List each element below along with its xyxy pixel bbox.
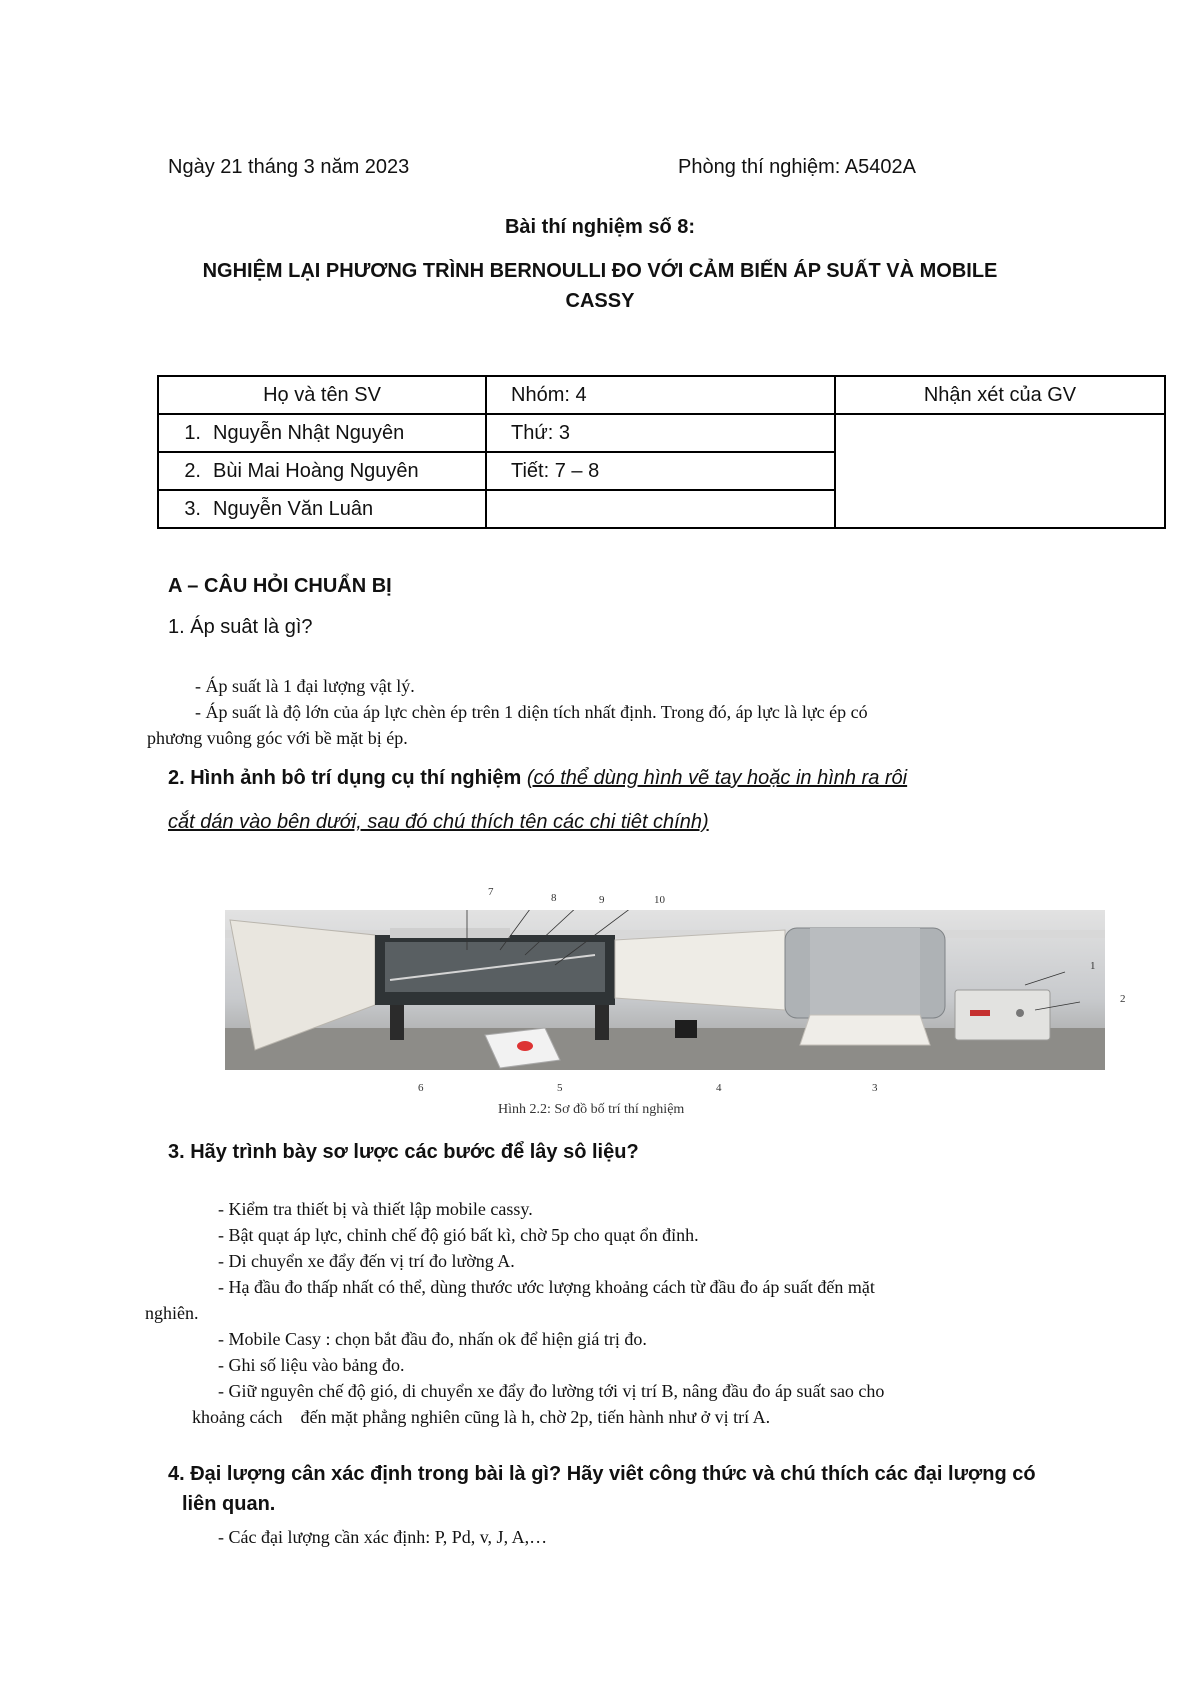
answer-3-line1: - Kiểm tra thiết bị và thiết lập mobile cassy. [218, 1199, 533, 1219]
answer-3-line3: - Di chuyển xe đẩy đến vị trí đo lường A. [218, 1251, 515, 1271]
student-info-table [157, 375, 1166, 529]
figure-caption: Hình 2.2: Sơ đồ bố trí thí nghiệm [498, 1102, 685, 1117]
callout-3: 3 [872, 1082, 878, 1094]
question-4-title-line2: liên quan. [182, 1493, 276, 1515]
student-column-header: Họ và tên SV [158, 376, 486, 414]
student-1-cell [158, 414, 486, 452]
question-2-note-line1: (có thể dùng hình vẽ tay hoặc in hình ra rôi [526, 767, 908, 789]
callout-5: 5 [557, 1082, 563, 1094]
answer-3-line6: - Mobile Casy : chọn bắt đầu đo, nhấn ok để hiện giá trị đo. [218, 1329, 647, 1349]
answer-3-line7: - Ghi số liệu vào bảng đo. [218, 1355, 405, 1375]
answer-1-line1: - Áp suất là 1 đại lượng vật lý. [195, 676, 415, 696]
table-row [158, 414, 1165, 452]
teacher-comment-header: Nhận xét của GV [835, 376, 1165, 414]
callout-7: 7 [488, 886, 494, 898]
student-2-name: Bùi Mai Hoàng Nguyên [213, 459, 419, 482]
answer-3-line8: - Giữ nguyên chế độ gió, di chuyển xe đẩy đo lường tới vị trí B, nâng đầu đo áp suất sao cho [218, 1381, 885, 1401]
day-cell: Thứ: 3 [486, 414, 835, 452]
teacher-comment-box [835, 414, 1165, 528]
student-2-cell [158, 452, 486, 490]
student-3-number: 3. [184, 497, 201, 520]
answer-4-line1: - Các đại lượng cần xác định: P, Pd, v, J, A,… [218, 1527, 548, 1547]
callout-9: 9 [599, 894, 605, 906]
student-3-cell [158, 490, 486, 528]
experiment-title-line1: NGHIỆM LẠI PHƯƠNG TRÌNH BERNOULLI ĐO VỚI CẢM BIẾN ÁP SUẤT VÀ MOBILE [202, 260, 998, 282]
empty-cell [486, 490, 835, 528]
experiment-title-line2: CASSY [565, 290, 635, 312]
experiment-number: Bài thí nghiệm số 8: [504, 216, 696, 238]
answer-3-line5: nghiên. [145, 1303, 199, 1323]
answer-1-line3: phương vuông góc với bề mặt bị ép. [147, 728, 408, 748]
question-2-title [168, 767, 907, 790]
callout-8: 8 [551, 892, 557, 904]
group-cell: Nhóm: 4 [486, 376, 835, 414]
callout-6: 6 [418, 1082, 424, 1094]
question-2-label: 2. Hình ảnh bô trí dụng cụ thí nghiệm [168, 767, 522, 789]
answer-3-line2: - Bật quạt áp lực, chỉnh chế độ gió bất kì, chờ 5p cho quạt ổn đỉnh. [218, 1225, 699, 1245]
table-header-row [158, 376, 1165, 414]
student-2-number: 2. [184, 459, 201, 482]
student-1-number: 1. [184, 421, 201, 444]
question-1-title: 1. Áp suât là gì? [168, 616, 313, 638]
answer-3-line4: - Hạ đầu đo thấp nhất có thể, dùng thước ước lượng khoảng cách từ đầu đo áp suất đến mặt [218, 1277, 875, 1297]
section-a-heading: A – CÂU HỎI CHUẨN BỊ [168, 575, 392, 597]
callout-2: 2 [1120, 993, 1126, 1005]
answer-3-line9: khoảng cách đến mặt phẳng nghiên cũng là h, chờ 2p, tiến hành như ở vị trí A. [192, 1407, 771, 1427]
callout-1: 1 [1090, 960, 1096, 972]
question-4-title-line1: 4. Đại lượng cân xác định trong bài là gì? Hãy viêt công thức và chú thích các đại lượng có [168, 1463, 1036, 1485]
question-2-note [168, 811, 709, 834]
setup-illustration [225, 910, 1105, 1070]
question-2-note-line2: cắt dán vào bên dưới, sau đó chú thích tên các chi tiêt chính) [168, 811, 709, 833]
student-1-name: Nguyễn Nhật Nguyên [213, 421, 405, 444]
experiment-setup-photo [225, 910, 1105, 1070]
question-3-title: 3. Hãy trình bày sơ lược các bước để lây sô liệu? [168, 1141, 639, 1163]
period-cell: Tiết: 7 – 8 [486, 452, 835, 490]
callout-4: 4 [716, 1082, 722, 1094]
student-3-name: Nguyễn Văn Luân [213, 497, 374, 520]
date-text: Ngày 21 tháng 3 năm 2023 [168, 156, 410, 178]
callout-10: 10 [654, 894, 665, 906]
lab-text: Phòng thí nghiệm: A5402A [678, 156, 916, 178]
answer-1-line2: - Áp suất là độ lớn của áp lực chèn ép trên 1 diện tích nhất định. Trong đó, áp lực là lực ép có [195, 702, 868, 722]
